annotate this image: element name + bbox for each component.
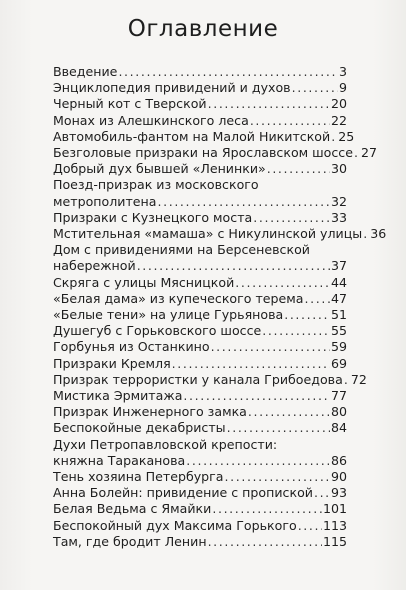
dot-leader [183,388,330,404]
toc-entry-page-number: 69 [330,355,347,371]
toc-entry[interactable] [53,404,347,420]
toc-entry-title: Призрак террористки у канала Грибоедова [53,371,343,387]
toc-entry-page-number: 20 [330,96,347,112]
toc-entry-title: Безголовые призраки на Ярославском шоссе [53,145,353,161]
toc-entry[interactable] [53,226,387,242]
toc-entry-page-number: 44 [330,274,347,290]
toc-entry-row [53,453,347,469]
toc-entry-page-number: 72 [350,371,367,387]
toc-entry[interactable] [53,291,347,307]
page-title: Оглавление [127,16,279,42]
toc-entry-row [53,275,347,291]
toc-entry-row [53,323,347,339]
toc-entry-row [53,420,347,436]
toc-entry-row [53,161,347,177]
table-of-contents [53,64,387,550]
toc-entry-title: Беспокойный дух Максима Горького [53,517,297,533]
toc-entry-title: Призрак Инженерного замка [53,404,247,420]
dot-leader [267,161,330,177]
toc-entry-row [53,404,347,420]
dot-leader [172,356,330,372]
toc-entry-title: Там, где бродит Ленин [53,533,207,549]
toc-entry-page-number: 3 [338,64,347,79]
toc-entry[interactable] [53,96,347,112]
dot-leader [211,339,330,355]
toc-entry-page-number: 25 [338,128,355,144]
dot-leader [248,404,330,420]
toc-entry-page-number: 47 [330,290,347,306]
toc-entry[interactable] [53,161,347,177]
toc-entry-row [53,307,347,323]
toc-entry[interactable] [53,534,347,550]
toc-entry-page-number: 115 [322,533,347,549]
toc-entry-row [53,64,347,80]
dot-leader [137,258,330,274]
toc-entry-page-number: 113 [322,517,347,533]
toc-entry-row [53,128,355,145]
toc-entry-title: Черный кот с Тверской [53,96,207,112]
toc-entry-title-line1: Духи Петропавловской крепости: [53,436,278,452]
toc-entry[interactable] [53,485,347,501]
dot-leader [292,80,338,96]
dot-leader [305,291,330,307]
toc-entry[interactable] [53,64,347,80]
toc-entry-title: набережной [53,258,136,274]
toc-entry-title: Горбунья из Останкино [53,339,210,355]
toc-entry[interactable] [53,339,347,355]
toc-entry[interactable] [53,420,347,436]
toc-entry-title: Душегуб с Горьковского шоссе [53,323,262,339]
toc-entry[interactable] [53,145,378,161]
dot-leader [227,420,330,436]
toc-entry-row [53,339,347,355]
toc-entry-row [53,258,347,274]
toc-entry[interactable] [53,80,347,96]
dot-leader [284,307,330,323]
toc-entry-page-number: 101 [322,501,347,517]
toc-entry-row [53,534,347,550]
toc-entry-page-number: 84 [330,420,347,436]
toc-entry-page-number: 22 [330,112,347,128]
dot-leader [363,226,369,242]
toc-entry-title: Призраки Кремля [53,355,171,371]
dot-leader [298,518,322,534]
toc-entry[interactable] [53,128,355,145]
toc-entry-row [53,388,347,404]
toc-entry[interactable] [53,518,347,534]
toc-entry[interactable] [53,275,347,291]
dot-leader [208,96,330,112]
toc-entry-title: Тень хозяина Петербурга [53,469,224,485]
toc-entry[interactable] [53,437,347,469]
toc-entry-row [53,113,347,129]
dot-leader [262,323,330,339]
dot-leader [331,129,337,145]
dot-leader [250,113,330,129]
toc-entry-title: Белая Ведьма с Ямайки [53,501,212,517]
dot-leader [354,145,360,161]
dot-leader [225,469,330,485]
dot-leader [186,453,330,469]
dot-leader [208,534,322,550]
toc-entry-page-number: 55 [330,323,347,339]
toc-entry-row [53,194,347,210]
toc-entry-title: Беспокойные декабристы [53,420,226,436]
toc-entry-title: княжна Тараканова [53,452,186,468]
toc-entry-row [53,485,347,501]
toc-entry-title: «Белая дама» из купеческого терема [53,290,304,306]
toc-entry-page-number: 37 [330,258,347,274]
toc-entry-row [53,226,387,242]
toc-entry-page-number: 77 [330,388,347,404]
toc-entry-row [53,210,347,226]
toc-entry-row [53,145,378,161]
toc-entry-page-number: 51 [330,307,347,323]
toc-entry-page-number: 33 [330,209,347,225]
toc-entry-title: Анна Болейн: привидение с пропиской [53,485,313,501]
toc-entry-row [53,356,347,372]
toc-entry-row [53,96,347,112]
toc-entry[interactable] [53,371,367,388]
toc-entry-title: «Белые тени» на улице Гурьянова [53,307,284,323]
dot-leader [344,372,350,388]
toc-entry[interactable] [53,307,347,323]
toc-entry-title: Мстительная «мамаша» с Никулинской улицы [53,226,363,242]
toc-entry-row [53,518,347,534]
toc-entry-page-number: 80 [330,404,347,420]
toc-entry-page-number: 59 [330,339,347,355]
toc-entry[interactable] [53,242,347,274]
toc-entry-title: Введение [53,64,118,79]
toc-entry[interactable] [53,177,347,209]
dot-leader [212,501,322,517]
toc-entry-title: Энциклопедия привидений и духов [53,80,291,96]
toc-entry-row [53,291,347,307]
toc-entry[interactable] [53,469,347,485]
dot-leader [118,64,338,80]
dot-leader [314,485,330,501]
toc-entry-row [53,80,347,96]
toc-entry-title-line1: Дом с привидениями на Берсеневской [53,242,310,258]
dot-leader [235,275,330,291]
toc-entry-page-number: 36 [370,226,387,242]
toc-entry-row [53,469,347,485]
toc-entry-page-number: 86 [330,452,347,468]
toc-entry[interactable] [53,388,347,404]
toc-entry-row [53,371,367,388]
toc-entry-page-number: 90 [330,469,347,485]
toc-entry-title: метрополитена [53,193,157,209]
toc-entry-page-number: 27 [360,145,378,161]
dot-leader [158,194,330,210]
dot-leader [253,210,330,226]
toc-entry-title: Призраки с Кузнецкого моста [53,209,253,225]
toc-entry-page-number: 30 [330,161,347,177]
toc-entry-title: Добрый дух бывшей «Ленинки» [53,161,266,177]
toc-entry[interactable] [53,501,347,517]
toc-entry[interactable] [53,323,347,339]
toc-entry-title: Скряга с улицы Мясницкой [53,274,235,290]
toc-entry-page-number: 32 [330,193,347,209]
toc-entry-title: Мистика Эрмитажа [53,388,183,404]
toc-entry[interactable] [53,113,347,129]
toc-entry-page-number: 93 [330,485,347,501]
toc-entry[interactable] [53,210,347,226]
toc-entry-title: Автомобиль-фантом на Малой Никитской [53,128,331,144]
toc-entry-row [53,501,347,517]
toc-entry-title: Монах из Алешкинского леса [53,112,249,128]
toc-entry-title-line1: Поезд-призрак из московского [53,177,259,193]
toc-entry[interactable] [53,356,347,372]
toc-entry-page-number: 9 [338,80,347,96]
